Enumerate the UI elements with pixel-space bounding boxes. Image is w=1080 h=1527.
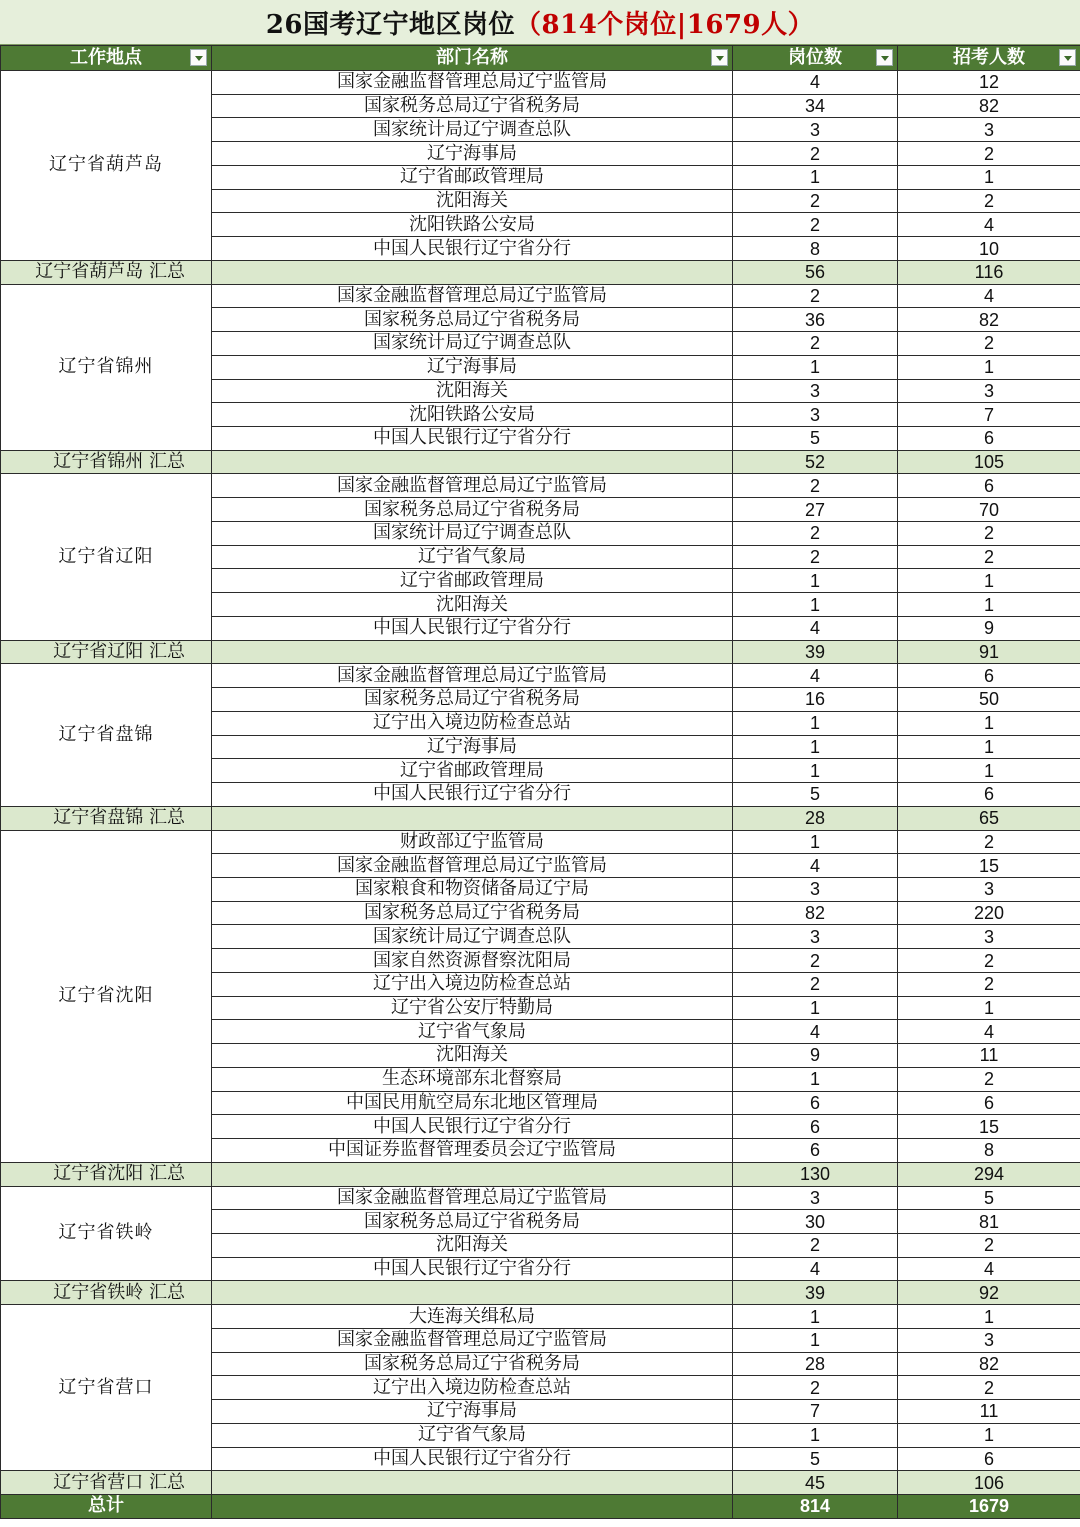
people-cell[interactable]: 2: [898, 142, 1080, 166]
subtotal-label[interactable]: 辽宁省葫芦岛 汇总: [1, 260, 212, 284]
people-cell[interactable]: 10: [898, 237, 1080, 261]
grand-total-people[interactable]: 1679: [898, 1495, 1080, 1519]
department-cell[interactable]: 辽宁海事局: [212, 355, 733, 379]
department-cell[interactable]: 中国人民银行辽宁省分行: [212, 1447, 733, 1471]
header-positions: [733, 46, 898, 71]
subtotal-people[interactable]: 106: [898, 1471, 1080, 1495]
header-row: [1, 46, 1080, 71]
department-cell[interactable]: 国家自然资源督察沈阳局: [212, 949, 733, 973]
positions-cell[interactable]: 6: [733, 1091, 898, 1115]
subtotal-positions[interactable]: 39: [733, 1281, 898, 1305]
department-cell[interactable]: 沈阳铁路公安局: [212, 403, 733, 427]
positions-cell[interactable]: 2: [733, 972, 898, 996]
people-cell[interactable]: 2: [898, 189, 1080, 213]
department-cell[interactable]: 国家统计局辽宁调查总队: [212, 332, 733, 356]
department-cell[interactable]: 国家税务总局辽宁省税务局: [212, 1352, 733, 1376]
title-prefix: 26国考辽宁地区岗位: [265, 9, 516, 40]
department-cell[interactable]: 辽宁省邮政管理局: [212, 165, 733, 189]
positions-cell[interactable]: 1: [733, 1328, 898, 1352]
people-cell[interactable]: 4: [898, 284, 1080, 308]
subtotal-people[interactable]: 92: [898, 1281, 1080, 1305]
department-cell[interactable]: 沈阳海关: [212, 1044, 733, 1068]
positions-cell[interactable]: 6: [733, 1115, 898, 1139]
positions-cell[interactable]: 1: [733, 1067, 898, 1091]
region-cell[interactable]: 辽宁省辽阳: [1, 474, 212, 640]
department-cell[interactable]: 中国人民银行辽宁省分行: [212, 616, 733, 640]
subtotal-label[interactable]: 辽宁省营口 汇总: [1, 1471, 212, 1495]
people-cell[interactable]: 3: [898, 877, 1080, 901]
subtotal-positions[interactable]: 130: [733, 1162, 898, 1186]
subtotal-row: [1, 1281, 1080, 1305]
positions-cell[interactable]: 4: [733, 664, 898, 688]
positions-cell[interactable]: 2: [733, 1233, 898, 1257]
positions-cell[interactable]: 16: [733, 688, 898, 712]
header-label: 岗位数: [788, 47, 842, 68]
header-label: 部门名称: [436, 47, 508, 68]
department-cell[interactable]: 辽宁省邮政管理局: [212, 759, 733, 783]
region-cell[interactable]: 辽宁省沈阳: [1, 830, 212, 1162]
subtotal-label[interactable]: 辽宁省盘锦 汇总: [1, 806, 212, 830]
people-cell[interactable]: 5: [898, 1186, 1080, 1210]
people-cell[interactable]: 1: [898, 165, 1080, 189]
positions-cell[interactable]: 36: [733, 308, 898, 332]
table-body: [1, 71, 1080, 1519]
subtotal-people[interactable]: 116: [898, 260, 1080, 284]
positions-cell[interactable]: 30: [733, 1210, 898, 1234]
positions-cell[interactable]: 1: [733, 165, 898, 189]
subtotal-label[interactable]: 辽宁省沈阳 汇总: [1, 1162, 212, 1186]
people-cell[interactable]: 1: [898, 593, 1080, 617]
positions-cell[interactable]: 1: [733, 1305, 898, 1329]
positions-cell[interactable]: 34: [733, 94, 898, 118]
department-cell[interactable]: 辽宁省邮政管理局: [212, 569, 733, 593]
table-row: [1, 1186, 1080, 1210]
department-cell[interactable]: 沈阳海关: [212, 189, 733, 213]
positions-cell[interactable]: 5: [733, 783, 898, 807]
people-cell[interactable]: 6: [898, 427, 1080, 451]
subtotal-positions[interactable]: 56: [733, 260, 898, 284]
subtotal-empty-cell[interactable]: [212, 640, 733, 664]
department-cell[interactable]: 辽宁省气象局: [212, 545, 733, 569]
department-cell[interactable]: 辽宁海事局: [212, 142, 733, 166]
header-department: [212, 46, 733, 71]
filter-dropdown-icon[interactable]: [1059, 49, 1076, 66]
header-label: 工作地点: [70, 47, 142, 68]
subtotal-positions[interactable]: 28: [733, 806, 898, 830]
positions-cell[interactable]: 28: [733, 1352, 898, 1376]
people-cell[interactable]: 6: [898, 1447, 1080, 1471]
positions-cell[interactable]: 3: [733, 925, 898, 949]
region-cell[interactable]: 辽宁省锦州: [1, 284, 212, 450]
subtotal-empty-cell[interactable]: [212, 260, 733, 284]
positions-cell[interactable]: 2: [733, 545, 898, 569]
people-cell[interactable]: 1: [898, 355, 1080, 379]
department-cell[interactable]: 国家税务总局辽宁省税务局: [212, 498, 733, 522]
subtotal-positions[interactable]: 52: [733, 450, 898, 474]
sheet-title: [0, 0, 1080, 45]
positions-cell[interactable]: 2: [733, 213, 898, 237]
department-cell[interactable]: 辽宁海事局: [212, 735, 733, 759]
positions-cell[interactable]: 5: [733, 1447, 898, 1471]
people-cell[interactable]: 50: [898, 688, 1080, 712]
department-cell[interactable]: 国家金融监督管理总局辽宁监管局: [212, 1328, 733, 1352]
people-cell[interactable]: 4: [898, 1020, 1080, 1044]
department-cell[interactable]: 大连海关缉私局: [212, 1305, 733, 1329]
positions-cell[interactable]: 3: [733, 877, 898, 901]
department-cell[interactable]: 沈阳海关: [212, 1233, 733, 1257]
people-cell[interactable]: 6: [898, 664, 1080, 688]
department-cell[interactable]: 中国人民银行辽宁省分行: [212, 1115, 733, 1139]
department-cell[interactable]: 国家金融监督管理总局辽宁监管局: [212, 854, 733, 878]
positions-cell[interactable]: 4: [733, 1020, 898, 1044]
positions-cell[interactable]: 3: [733, 403, 898, 427]
positions-cell[interactable]: 7: [733, 1400, 898, 1424]
department-cell[interactable]: 沈阳海关: [212, 593, 733, 617]
positions-cell[interactable]: 1: [733, 830, 898, 854]
grand-total-label[interactable]: 总计: [1, 1495, 212, 1519]
header-label: 招考人数: [953, 47, 1025, 68]
department-cell[interactable]: 财政部辽宁监管局: [212, 830, 733, 854]
positions-cell[interactable]: 1: [733, 996, 898, 1020]
department-cell[interactable]: 国家税务总局辽宁省税务局: [212, 901, 733, 925]
people-cell[interactable]: 7: [898, 403, 1080, 427]
positions-cell[interactable]: 2: [733, 284, 898, 308]
department-cell[interactable]: 辽宁出入境边防检查总站: [212, 1376, 733, 1400]
department-cell[interactable]: 国家统计局辽宁调查总队: [212, 925, 733, 949]
positions-cell[interactable]: 1: [733, 735, 898, 759]
department-cell[interactable]: 中国人民银行辽宁省分行: [212, 783, 733, 807]
people-cell[interactable]: 2: [898, 830, 1080, 854]
people-cell[interactable]: 2: [898, 949, 1080, 973]
subtotal-empty-cell[interactable]: [212, 1471, 733, 1495]
department-cell[interactable]: 辽宁省气象局: [212, 1423, 733, 1447]
subtotal-people[interactable]: 105: [898, 450, 1080, 474]
subtotal-people[interactable]: 91: [898, 640, 1080, 664]
people-cell[interactable]: 15: [898, 1115, 1080, 1139]
department-cell[interactable]: 国家金融监督管理总局辽宁监管局: [212, 284, 733, 308]
people-cell[interactable]: 2: [898, 332, 1080, 356]
positions-cell[interactable]: 1: [733, 355, 898, 379]
department-cell[interactable]: 国家统计局辽宁调查总队: [212, 118, 733, 142]
people-cell[interactable]: 1: [898, 569, 1080, 593]
people-cell[interactable]: 6: [898, 474, 1080, 498]
people-cell[interactable]: 82: [898, 308, 1080, 332]
people-cell[interactable]: 15: [898, 854, 1080, 878]
people-cell[interactable]: 9: [898, 616, 1080, 640]
subtotal-positions[interactable]: 45: [733, 1471, 898, 1495]
people-cell[interactable]: 3: [898, 1328, 1080, 1352]
region-cell[interactable]: 辽宁省铁岭: [1, 1186, 212, 1281]
people-cell[interactable]: 70: [898, 498, 1080, 522]
positions-cell[interactable]: 2: [733, 1376, 898, 1400]
people-cell[interactable]: 2: [898, 1233, 1080, 1257]
header-people: [898, 46, 1080, 71]
grand-total-empty-cell[interactable]: [212, 1495, 733, 1519]
people-cell[interactable]: 3: [898, 379, 1080, 403]
table-row: [1, 284, 1080, 308]
positions-cell[interactable]: 2: [733, 474, 898, 498]
table-row: [1, 71, 1080, 95]
title-highlight: （814个岗位|1679人）: [515, 9, 815, 40]
people-cell[interactable]: 1: [898, 735, 1080, 759]
department-cell[interactable]: 国家金融监督管理总局辽宁监管局: [212, 664, 733, 688]
positions-cell[interactable]: 4: [733, 616, 898, 640]
people-cell[interactable]: 8: [898, 1139, 1080, 1163]
subtotal-empty-cell[interactable]: [212, 1162, 733, 1186]
subtotal-label[interactable]: 辽宁省铁岭 汇总: [1, 1281, 212, 1305]
positions-cell[interactable]: 4: [733, 854, 898, 878]
positions-cell[interactable]: 2: [733, 949, 898, 973]
positions-cell[interactable]: 1: [733, 759, 898, 783]
people-cell[interactable]: 1: [898, 1305, 1080, 1329]
department-cell[interactable]: 国家税务总局辽宁省税务局: [212, 1210, 733, 1234]
positions-cell[interactable]: 2: [733, 142, 898, 166]
people-cell[interactable]: 6: [898, 1091, 1080, 1115]
department-cell[interactable]: 国家税务总局辽宁省税务局: [212, 308, 733, 332]
department-cell[interactable]: 辽宁省气象局: [212, 1020, 733, 1044]
positions-cell[interactable]: 1: [733, 593, 898, 617]
department-cell[interactable]: 沈阳铁路公安局: [212, 213, 733, 237]
positions-table: [0, 45, 1080, 1519]
positions-cell[interactable]: 1: [733, 711, 898, 735]
department-cell[interactable]: 中国人民银行辽宁省分行: [212, 1257, 733, 1281]
filter-dropdown-icon[interactable]: [876, 49, 893, 66]
subtotal-label[interactable]: 辽宁省锦州 汇总: [1, 450, 212, 474]
department-cell[interactable]: 国家统计局辽宁调查总队: [212, 521, 733, 545]
people-cell[interactable]: 2: [898, 545, 1080, 569]
department-cell[interactable]: 中国人民银行辽宁省分行: [212, 237, 733, 261]
positions-cell[interactable]: 1: [733, 569, 898, 593]
subtotal-row: [1, 806, 1080, 830]
positions-cell[interactable]: 8: [733, 237, 898, 261]
positions-cell[interactable]: 2: [733, 332, 898, 356]
department-cell[interactable]: 国家粮食和物资储备局辽宁局: [212, 877, 733, 901]
subtotal-row: [1, 1162, 1080, 1186]
header-location: [1, 46, 212, 71]
people-cell[interactable]: 1: [898, 1423, 1080, 1447]
positions-cell[interactable]: 2: [733, 189, 898, 213]
positions-cell[interactable]: 4: [733, 71, 898, 95]
table-row: [1, 474, 1080, 498]
department-cell[interactable]: 辽宁出入境边防检查总站: [212, 711, 733, 735]
department-cell[interactable]: 中国民用航空局东北地区管理局: [212, 1091, 733, 1115]
department-cell[interactable]: 辽宁省公安厅特勤局: [212, 996, 733, 1020]
positions-cell[interactable]: 4: [733, 1257, 898, 1281]
people-cell[interactable]: 1: [898, 996, 1080, 1020]
people-cell[interactable]: 11: [898, 1400, 1080, 1424]
positions-cell[interactable]: 3: [733, 1186, 898, 1210]
filter-dropdown-icon[interactable]: [711, 49, 728, 66]
department-cell[interactable]: 国家金融监督管理总局辽宁监管局: [212, 71, 733, 95]
department-cell[interactable]: 辽宁出入境边防检查总站: [212, 972, 733, 996]
people-cell[interactable]: 220: [898, 901, 1080, 925]
positions-cell[interactable]: 27: [733, 498, 898, 522]
positions-cell[interactable]: 5: [733, 427, 898, 451]
department-cell[interactable]: 国家税务总局辽宁省税务局: [212, 94, 733, 118]
subtotal-row: [1, 1471, 1080, 1495]
subtotal-empty-cell[interactable]: [212, 450, 733, 474]
people-cell[interactable]: 11: [898, 1044, 1080, 1068]
positions-cell[interactable]: 3: [733, 118, 898, 142]
region-cell[interactable]: 辽宁省营口: [1, 1305, 212, 1471]
people-cell[interactable]: 6: [898, 783, 1080, 807]
filter-dropdown-icon[interactable]: [190, 49, 207, 66]
people-cell[interactable]: 1: [898, 759, 1080, 783]
people-cell[interactable]: 82: [898, 1352, 1080, 1376]
subtotal-positions[interactable]: 39: [733, 640, 898, 664]
people-cell[interactable]: 3: [898, 925, 1080, 949]
people-cell[interactable]: 4: [898, 1257, 1080, 1281]
subtotal-empty-cell[interactable]: [212, 806, 733, 830]
subtotal-row: [1, 640, 1080, 664]
department-cell[interactable]: 中国人民银行辽宁省分行: [212, 427, 733, 451]
department-cell[interactable]: 辽宁海事局: [212, 1400, 733, 1424]
department-cell[interactable]: 生态环境部东北督察局: [212, 1067, 733, 1091]
people-cell[interactable]: 1: [898, 711, 1080, 735]
people-cell[interactable]: 81: [898, 1210, 1080, 1234]
subtotal-people[interactable]: 294: [898, 1162, 1080, 1186]
table-row: [1, 830, 1080, 854]
positions-cell[interactable]: 82: [733, 901, 898, 925]
positions-cell[interactable]: 1: [733, 1423, 898, 1447]
subtotal-people[interactable]: 65: [898, 806, 1080, 830]
table-row: [1, 1305, 1080, 1329]
positions-cell[interactable]: 2: [733, 521, 898, 545]
people-cell[interactable]: 2: [898, 1376, 1080, 1400]
positions-cell[interactable]: 9: [733, 1044, 898, 1068]
department-cell[interactable]: 国家金融监督管理总局辽宁监管局: [212, 1186, 733, 1210]
subtotal-label[interactable]: 辽宁省辽阳 汇总: [1, 640, 212, 664]
subtotal-row: [1, 260, 1080, 284]
subtotal-row: [1, 450, 1080, 474]
department-cell[interactable]: 中国证券监督管理委员会辽宁监管局: [212, 1139, 733, 1163]
subtotal-empty-cell[interactable]: [212, 1281, 733, 1305]
people-cell[interactable]: 82: [898, 94, 1080, 118]
people-cell[interactable]: 2: [898, 1067, 1080, 1091]
grand-total-positions[interactable]: 814: [733, 1495, 898, 1519]
department-cell[interactable]: 沈阳海关: [212, 379, 733, 403]
people-cell[interactable]: 12: [898, 71, 1080, 95]
people-cell[interactable]: 2: [898, 972, 1080, 996]
people-cell[interactable]: 4: [898, 213, 1080, 237]
people-cell[interactable]: 2: [898, 521, 1080, 545]
positions-cell[interactable]: 6: [733, 1139, 898, 1163]
department-cell[interactable]: 国家税务总局辽宁省税务局: [212, 688, 733, 712]
region-cell[interactable]: 辽宁省葫芦岛: [1, 71, 212, 261]
region-cell[interactable]: 辽宁省盘锦: [1, 664, 212, 806]
department-cell[interactable]: 国家金融监督管理总局辽宁监管局: [212, 474, 733, 498]
positions-cell[interactable]: 3: [733, 379, 898, 403]
people-cell[interactable]: 3: [898, 118, 1080, 142]
table-row: [1, 664, 1080, 688]
grand-total-row: [1, 1495, 1080, 1519]
